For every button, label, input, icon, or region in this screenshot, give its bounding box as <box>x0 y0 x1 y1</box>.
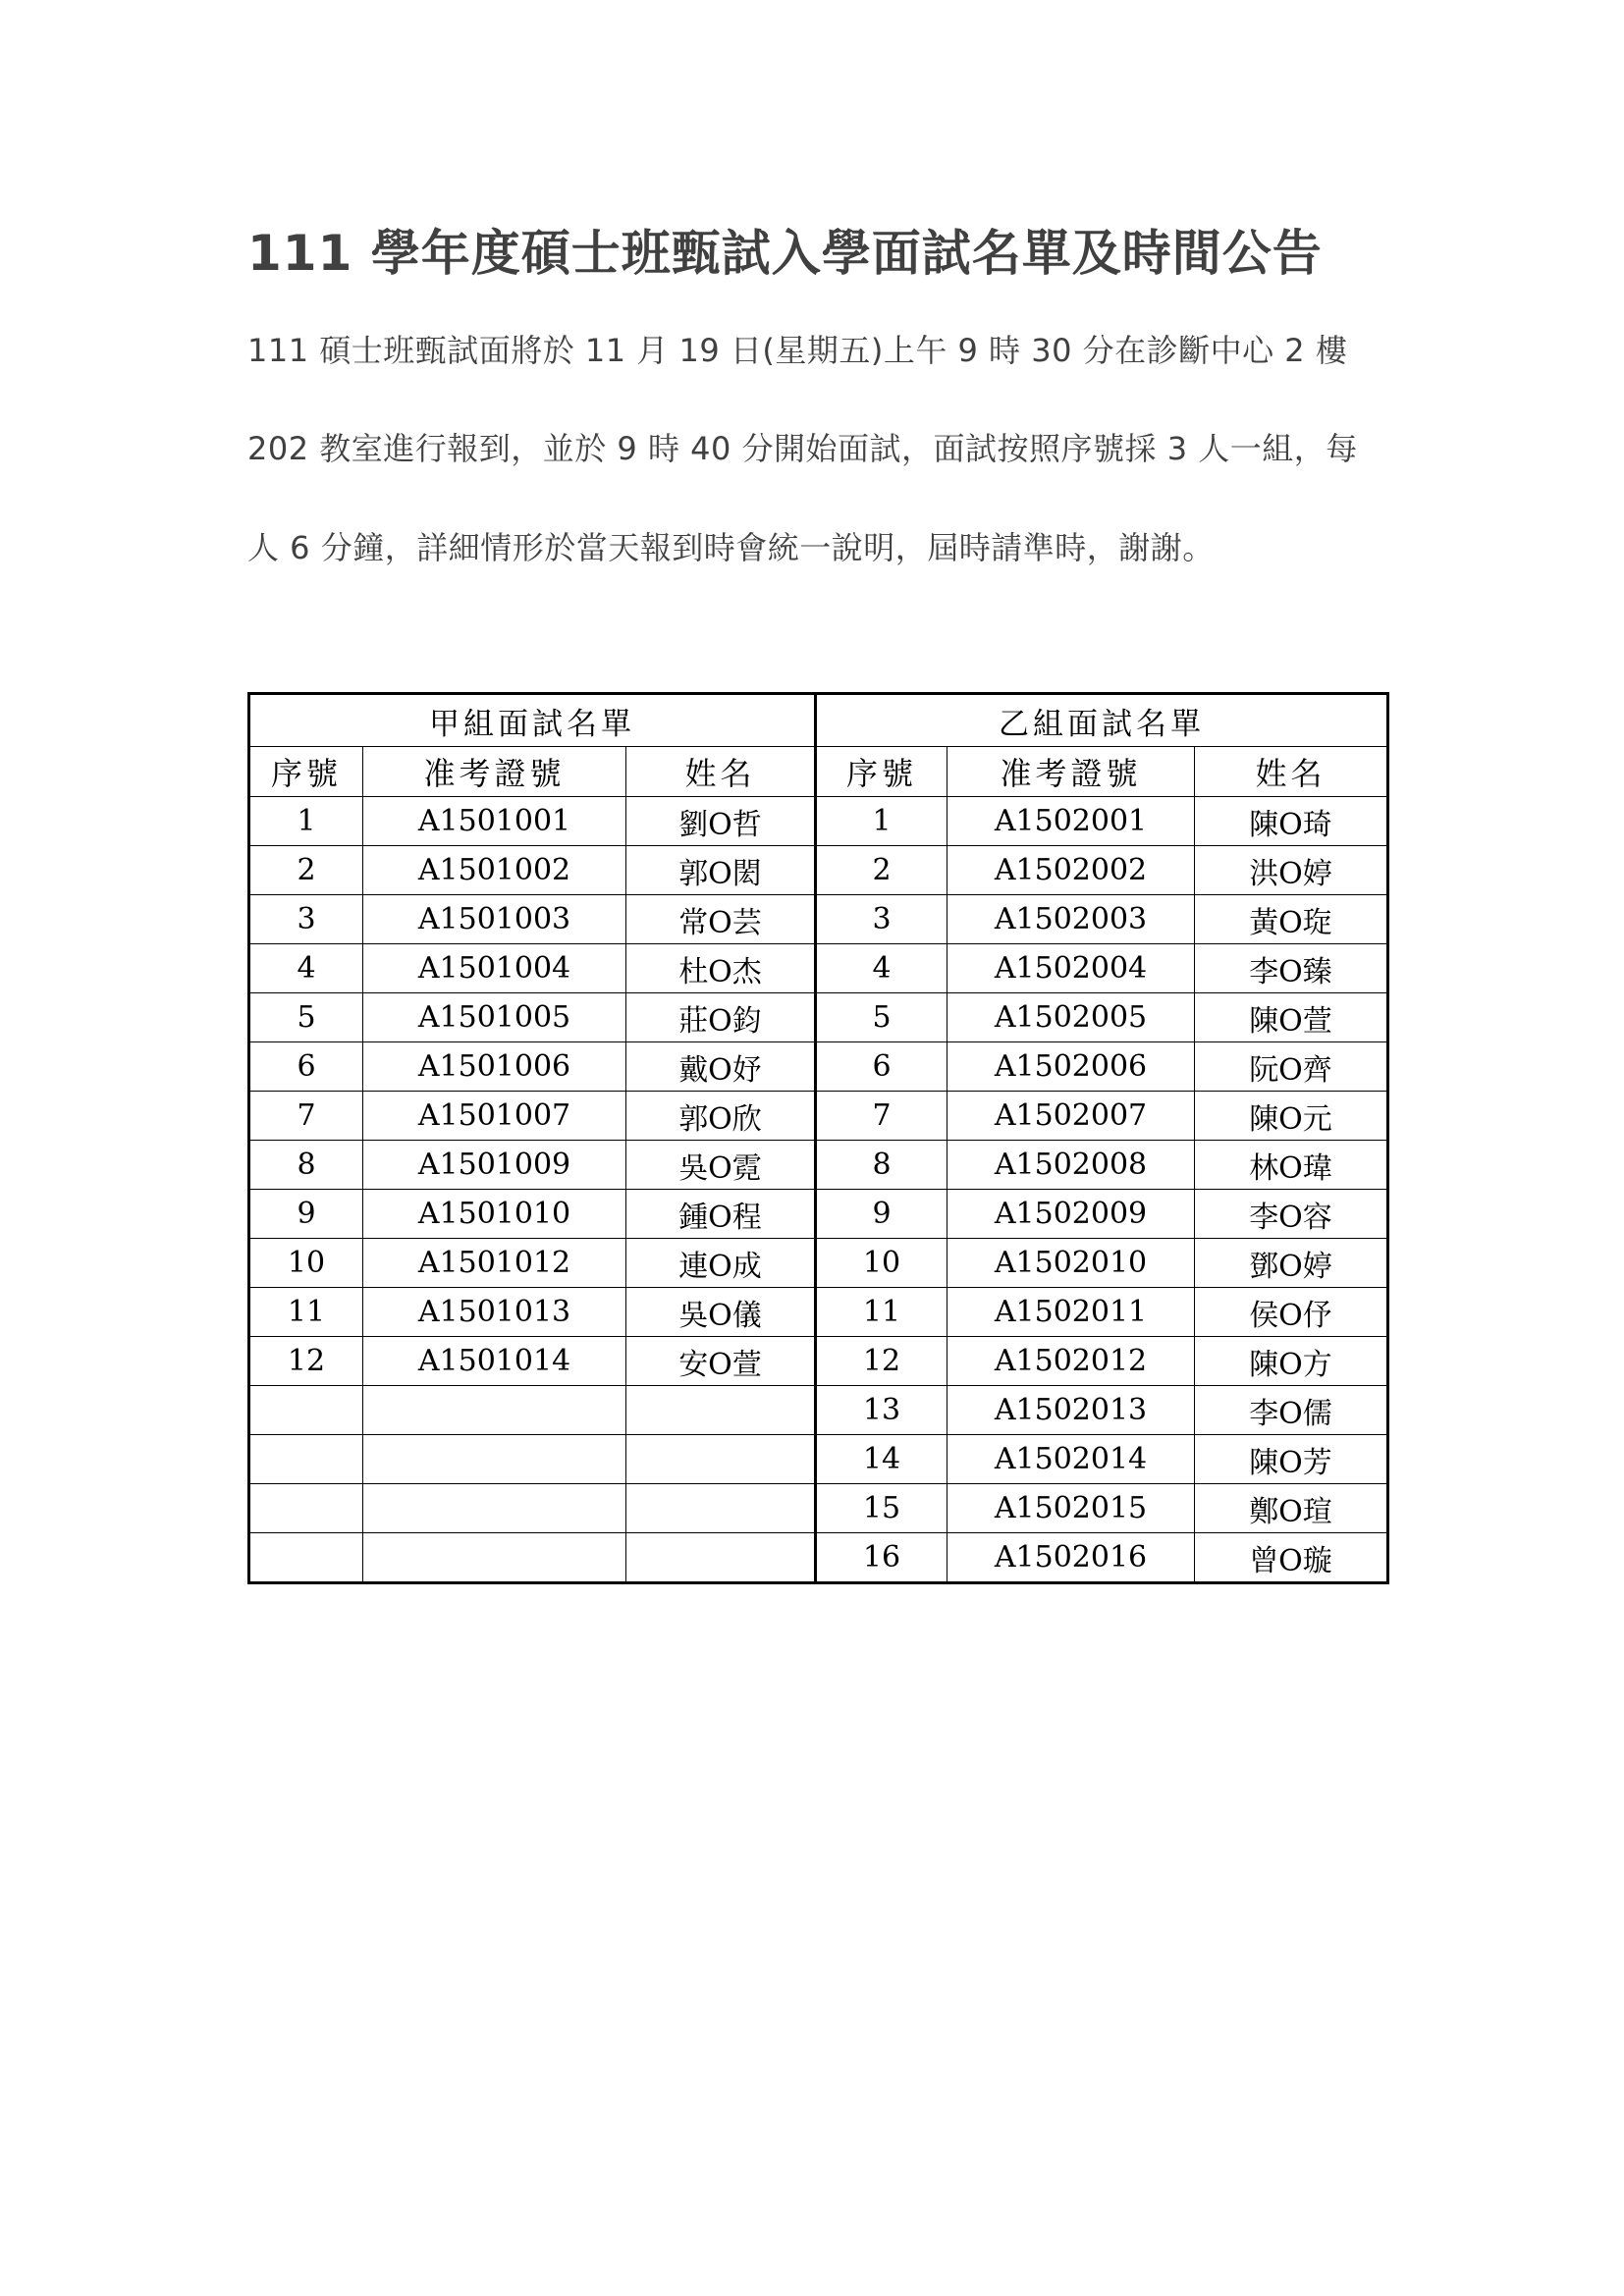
group-b-name-cell: 洪O婷 <box>1195 846 1388 895</box>
table-row <box>249 944 1388 993</box>
group-a-seq-cell: 6 <box>249 1042 363 1092</box>
group-a-name-cell: 郭O欣 <box>626 1092 816 1141</box>
group-b-seq-cell: 4 <box>816 944 947 993</box>
group-b-seq-cell: 12 <box>816 1337 947 1386</box>
table-row <box>249 1288 1388 1337</box>
notice-line-3: 人 6 分鐘，詳細情形於當天報到時會統一說明，屆時請準時，謝謝。 <box>247 529 1215 566</box>
group-a-id-cell: A1501001 <box>363 797 626 846</box>
table-row <box>249 1386 1388 1435</box>
group-b-name-cell: 侯O伃 <box>1195 1288 1388 1337</box>
group-a-id-cell <box>363 1533 626 1583</box>
group-a-seq-header: 序號 <box>249 747 363 797</box>
group-a-id-cell: A1501012 <box>363 1239 626 1288</box>
group-b-name-cell: 陳O元 <box>1195 1092 1388 1141</box>
group-a-seq-cell: 11 <box>249 1288 363 1337</box>
notice-line-1: 111 碩士班甄試面將於 11 月 19 日(星期五)上午 9 時 30 分在診斷中心 2 樓 <box>247 332 1348 369</box>
group-a-name-cell: 莊O鈞 <box>626 993 816 1042</box>
group-a-seq-cell: 1 <box>249 797 363 846</box>
group-a-id-cell <box>363 1435 626 1484</box>
group-a-id-cell: A1501013 <box>363 1288 626 1337</box>
group-b-name-cell: 黃O琁 <box>1195 895 1388 944</box>
group-b-name-cell: 陳O萱 <box>1195 993 1388 1042</box>
group-b-seq-cell: 6 <box>816 1042 947 1092</box>
group-b-name-cell: 李O臻 <box>1195 944 1388 993</box>
page-title: 111 學年度碩士班甄試入學面試名單及時間公告 <box>247 225 1323 282</box>
group-b-seq-cell: 3 <box>816 895 947 944</box>
group-b-seq-cell: 8 <box>816 1141 947 1190</box>
table-row <box>249 1484 1388 1533</box>
group-a-id-cell: A1501005 <box>363 993 626 1042</box>
group-b-id-cell: A1502007 <box>947 1092 1195 1141</box>
group-a-name-cell: 郭O閎 <box>626 846 816 895</box>
group-b-name-cell: 阮O齊 <box>1195 1042 1388 1092</box>
group-a-seq-cell <box>249 1386 363 1435</box>
group-a-name-cell: 杜O杰 <box>626 944 816 993</box>
group-a-seq-cell <box>249 1484 363 1533</box>
group-a-name-cell <box>626 1484 816 1533</box>
group-b-id-cell: A1502012 <box>947 1337 1195 1386</box>
group-b-seq-cell: 15 <box>816 1484 947 1533</box>
group-b-seq-cell: 14 <box>816 1435 947 1484</box>
group-a-id-cell: A1501009 <box>363 1141 626 1190</box>
notice-line-2: 202 教室進行報到，並於 9 時 40 分開始面試，面試按照序號採 3 人一組，每 <box>247 430 1358 467</box>
group-b-seq-cell: 5 <box>816 993 947 1042</box>
group-b-id-cell: A1502001 <box>947 797 1195 846</box>
group-b-id-cell: A1502009 <box>947 1190 1195 1239</box>
table-row <box>249 993 1388 1042</box>
group-a-name-cell <box>626 1386 816 1435</box>
group-a-name-cell: 鍾O程 <box>626 1190 816 1239</box>
table-row <box>249 797 1388 846</box>
group-b-name-cell: 李O儒 <box>1195 1386 1388 1435</box>
group-a-name-cell <box>626 1533 816 1583</box>
table-row <box>249 1239 1388 1288</box>
group-a-seq-cell <box>249 1435 363 1484</box>
table-row <box>249 1141 1388 1190</box>
group-b-seq-cell: 2 <box>816 846 947 895</box>
group-b-name-cell: 陳O方 <box>1195 1337 1388 1386</box>
group-b-seq-cell: 13 <box>816 1386 947 1435</box>
table-row <box>249 1190 1388 1239</box>
group-b-title: 乙組面試名單 <box>816 694 1388 747</box>
group-a-seq-cell: 4 <box>249 944 363 993</box>
group-a-id-cell <box>363 1386 626 1435</box>
group-b-id-cell: A1502005 <box>947 993 1195 1042</box>
group-a-id-cell: A1501004 <box>363 944 626 993</box>
group-b-id-cell: A1502003 <box>947 895 1195 944</box>
group-a-seq-cell: 2 <box>249 846 363 895</box>
group-a-id-header: 准考證號 <box>363 747 626 797</box>
table-row <box>249 1092 1388 1141</box>
group-a-name-cell: 吳O霓 <box>626 1141 816 1190</box>
group-b-seq-cell: 9 <box>816 1190 947 1239</box>
interview-roster-table <box>247 692 1389 1584</box>
group-b-seq-cell: 1 <box>816 797 947 846</box>
group-b-seq-cell: 10 <box>816 1239 947 1288</box>
group-a-name-cell: 安O萱 <box>626 1337 816 1386</box>
group-a-seq-cell <box>249 1533 363 1583</box>
table-row <box>249 1337 1388 1386</box>
group-a-id-cell: A1501006 <box>363 1042 626 1092</box>
table-row <box>249 846 1388 895</box>
group-a-seq-cell: 10 <box>249 1239 363 1288</box>
group-a-id-cell <box>363 1484 626 1533</box>
group-b-name-cell: 陳O琦 <box>1195 797 1388 846</box>
group-a-name-cell: 連O成 <box>626 1239 816 1288</box>
group-b-name-cell: 曾O璇 <box>1195 1533 1388 1583</box>
group-b-id-cell: A1502014 <box>947 1435 1195 1484</box>
table-row <box>249 1042 1388 1092</box>
group-b-name-cell: 陳O芳 <box>1195 1435 1388 1484</box>
group-b-seq-cell: 7 <box>816 1092 947 1141</box>
group-a-seq-cell: 7 <box>249 1092 363 1141</box>
group-b-name-cell: 鄭O瑄 <box>1195 1484 1388 1533</box>
table-row <box>249 895 1388 944</box>
group-a-seq-cell: 9 <box>249 1190 363 1239</box>
group-b-id-cell: A1502016 <box>947 1533 1195 1583</box>
group-a-name-cell: 劉O哲 <box>626 797 816 846</box>
group-b-id-cell: A1502013 <box>947 1386 1195 1435</box>
group-b-id-cell: A1502015 <box>947 1484 1195 1533</box>
group-a-name-header: 姓名 <box>626 747 816 797</box>
group-b-name-cell: 李O容 <box>1195 1190 1388 1239</box>
table-row <box>249 1533 1388 1583</box>
group-a-title: 甲組面試名單 <box>249 694 816 747</box>
group-a-id-cell: A1501007 <box>363 1092 626 1141</box>
group-b-name-header: 姓名 <box>1195 747 1388 797</box>
group-a-name-cell: 戴O妤 <box>626 1042 816 1092</box>
group-a-seq-cell: 12 <box>249 1337 363 1386</box>
group-a-seq-cell: 5 <box>249 993 363 1042</box>
table-row <box>249 1435 1388 1484</box>
roster-body <box>249 797 1388 1583</box>
group-a-name-cell: 吳O儀 <box>626 1288 816 1337</box>
group-b-seq-cell: 11 <box>816 1288 947 1337</box>
group-a-id-cell: A1501002 <box>363 846 626 895</box>
group-b-seq-header: 序號 <box>816 747 947 797</box>
group-b-id-cell: A1502002 <box>947 846 1195 895</box>
group-a-seq-cell: 8 <box>249 1141 363 1190</box>
group-b-id-cell: A1502006 <box>947 1042 1195 1092</box>
group-b-id-cell: A1502010 <box>947 1239 1195 1288</box>
group-a-name-cell <box>626 1435 816 1484</box>
group-a-id-cell: A1501010 <box>363 1190 626 1239</box>
group-a-id-cell: A1501014 <box>363 1337 626 1386</box>
group-b-id-cell: A1502011 <box>947 1288 1195 1337</box>
group-a-name-cell: 常O芸 <box>626 895 816 944</box>
group-b-id-cell: A1502008 <box>947 1141 1195 1190</box>
group-a-seq-cell: 3 <box>249 895 363 944</box>
group-b-id-cell: A1502004 <box>947 944 1195 993</box>
group-b-name-cell: 鄧O婷 <box>1195 1239 1388 1288</box>
group-b-id-header: 准考證號 <box>947 747 1195 797</box>
group-a-id-cell: A1501003 <box>363 895 626 944</box>
group-b-name-cell: 林O瑋 <box>1195 1141 1388 1190</box>
group-b-seq-cell: 16 <box>816 1533 947 1583</box>
